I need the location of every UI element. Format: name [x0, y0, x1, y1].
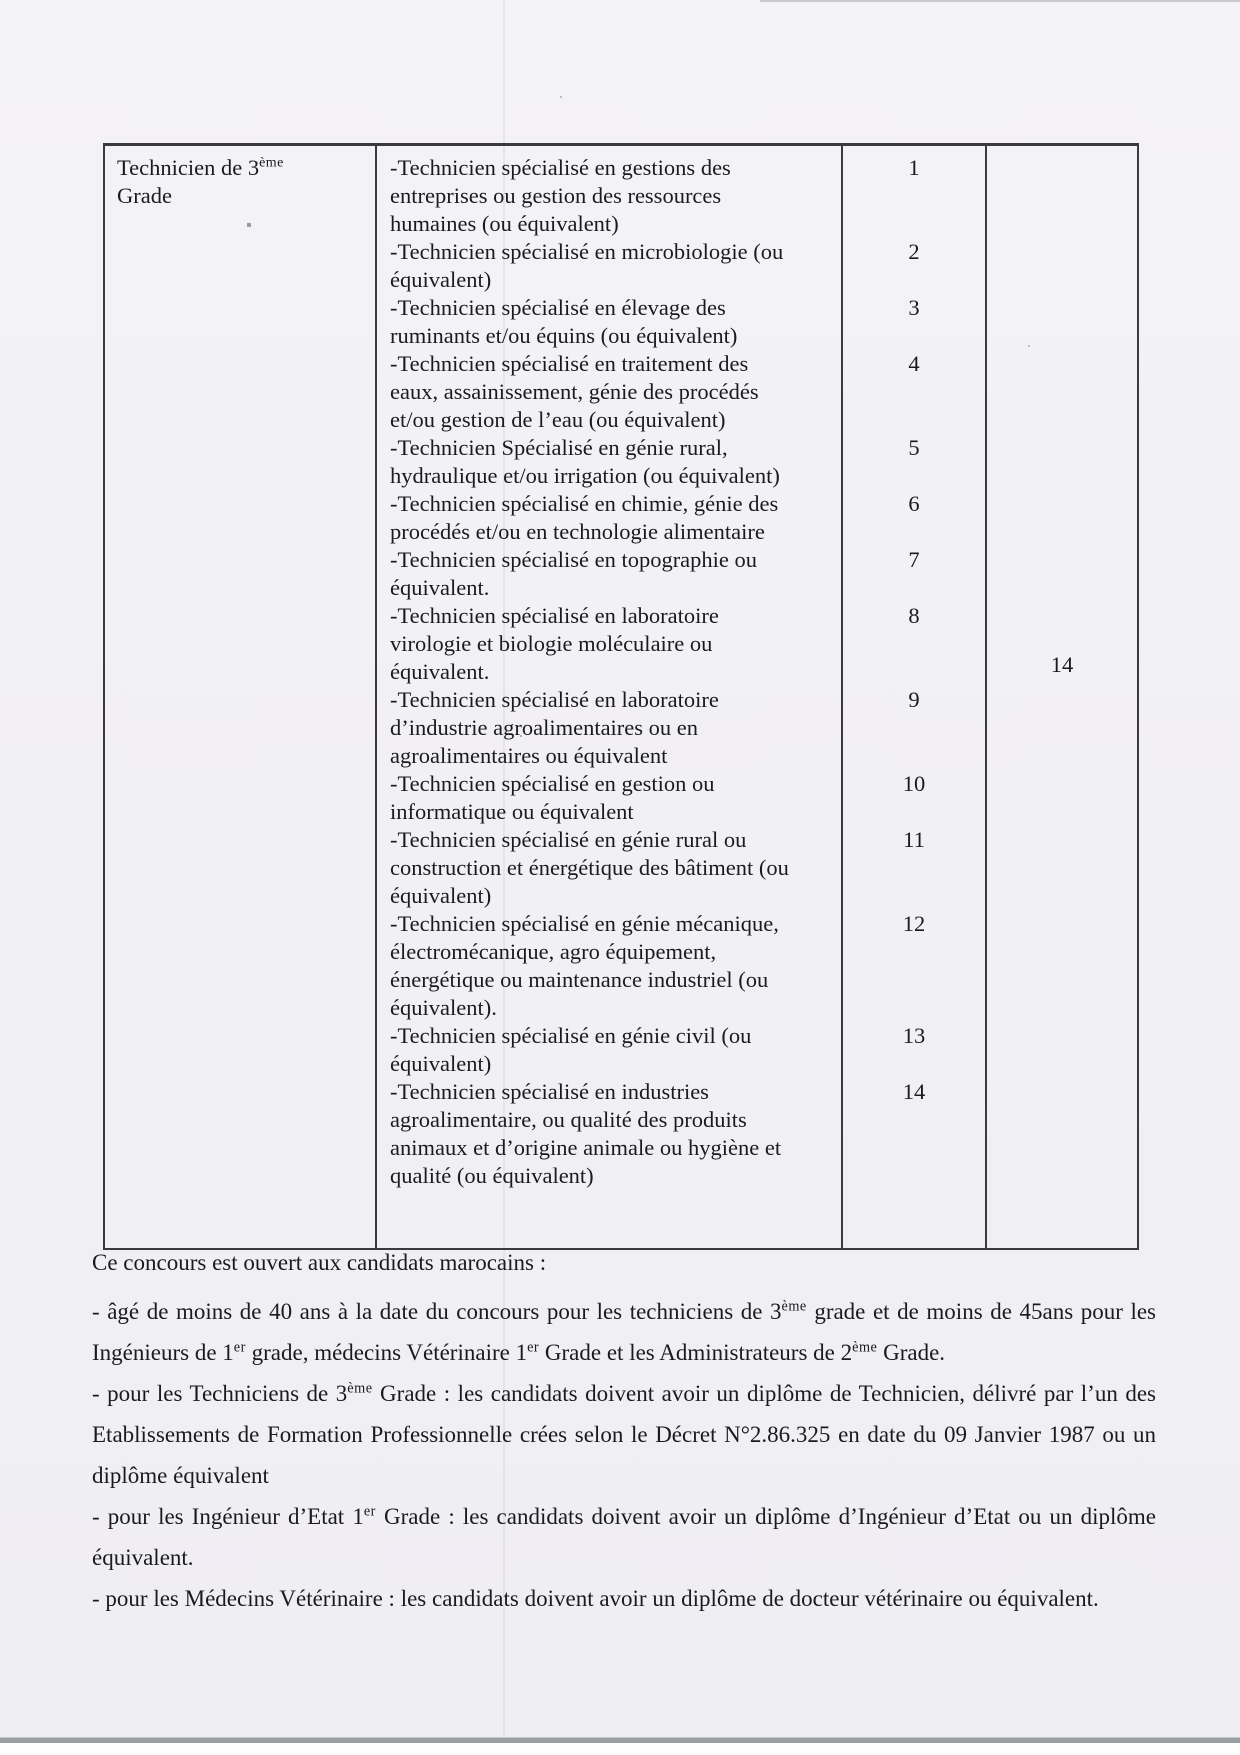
grade-cell: Technicien de 3ème Grade — [104, 145, 376, 1250]
rank-cell: 12 — [842, 910, 986, 1022]
specialty-cell: -Technicien spécialisé en chimie, génie des procédés et/ou en technologie alimentaire — [390, 491, 779, 544]
superscript: er — [233, 1339, 246, 1356]
specialty-cell: -Technicien spécialisé en élevage des ruminants et/ou équins (ou équivalent) — [390, 295, 738, 348]
rank-cell: 4 — [842, 350, 986, 434]
superscript: ème — [259, 155, 284, 171]
rank-cell: 13 — [842, 1022, 986, 1078]
specialty-cell: -Technicien spécialisé en traitement des eaux, assainissement, génie des procédés et/ou gestion de l’eau (ou équivalent) — [390, 351, 759, 432]
condition-paragraph: - pour les Ingénieur d’Etat 1er Grade : les candidats doivent avoir un diplôme d’Ingénieur d’Etat ou un diplôme équivalent. — [92, 1503, 1156, 1570]
superscript: ème — [347, 1380, 373, 1397]
table-row — [104, 145, 1138, 239]
superscript: ème — [781, 1298, 807, 1315]
rank-cell: 2 — [842, 238, 986, 294]
conditions-text — [92, 1242, 1156, 1619]
rank-cell: 9 — [842, 686, 986, 770]
specialty-cell: -Technicien spécialisé en topographie ou équivalent. — [390, 547, 758, 600]
rank-cell: 7 — [842, 546, 986, 602]
rank-cell: 11 — [842, 826, 986, 910]
rank-cell: 3 — [842, 294, 986, 350]
grades-table-body — [104, 145, 1138, 1250]
grades-table — [103, 143, 1139, 1250]
rank-cell: 10 — [842, 770, 986, 826]
specialty-cell: -Technicien spécialisé en gestions des entreprises ou gestion des ressources humaines (ou équivalent) — [390, 155, 731, 236]
superscript: ème — [852, 1339, 878, 1356]
rank-cell: 5 — [842, 434, 986, 490]
specialty-cell: -Technicien spécialisé en industries agroalimentaire, ou qualité des produits animaux et d’origine animale ou hygiène et qualité (ou équivalent) — [390, 1079, 782, 1188]
specialty-cell: -Technicien spécialisé en gestion ou informatique ou équivalent — [390, 771, 715, 824]
specialty-cell: -Technicien spécialisé en génie civil (ou équivalent) — [390, 1023, 752, 1076]
condition-paragraph: Ce concours est ouvert aux candidats marocains : — [92, 1250, 547, 1275]
specialty-cell: -Technicien Spécialisé en génie rural, hydraulique et/ou irrigation (ou équivalent) — [390, 435, 780, 488]
rank-cell: 14 — [842, 1078, 986, 1249]
condition-paragraph: - pour les Techniciens de 3ème Grade : les candidats doivent avoir un diplôme de Technicien, délivré par l’un des Etablissements de Formation Professionnelle crées selon le Décret N°2.86.325 en date du 09 Janvier 1987 ou un diplôme équivalent — [92, 1380, 1157, 1488]
rank-cell: 1 — [842, 145, 986, 239]
specialty-cell: -Technicien spécialisé en microbiologie (ou équivalent) — [390, 239, 784, 292]
total-posts-cell: 14 — [1050, 652, 1074, 677]
specialty-cell: -Technicien spécialisé en laboratoire d’industrie agroalimentaires ou en agroalimentaires ou équivalent — [390, 687, 719, 768]
scan-edge-white — [0, 1743, 1240, 1755]
condition-paragraph: - pour les Médecins Vétérinaire : les candidats doivent avoir un diplôme de docteur vétérinaire ou équivalent. — [92, 1586, 1099, 1611]
superscript: er — [363, 1503, 376, 1520]
specialty-cell: -Technicien spécialisé en génie rural ou construction et énergétique des bâtiment (ou équivalent) — [390, 827, 789, 908]
scan-top-edge — [760, 0, 1240, 2]
superscript: er — [527, 1339, 540, 1356]
specialty-cell: -Technicien spécialisé en génie mécanique, électromécanique, agro équipement, énergétique ou maintenance industriel (ou équivalent). — [390, 911, 779, 1020]
scan-speckles — [0, 0, 2, 2]
specialty-cell: -Technicien spécialisé en laboratoire virologie et biologie moléculaire ou équivalent. — [390, 603, 719, 684]
condition-paragraph: - âgé de moins de 40 ans à la date du concours pour les techniciens de 3ème grade et de moins de 45ans pour les Ingénieurs de 1er grade, médecins Vétérinaire 1er Grade et les Administrateurs de 2ème Grade. — [92, 1298, 1156, 1365]
rank-cell: 8 — [842, 602, 986, 686]
rank-cell: 6 — [842, 490, 986, 546]
